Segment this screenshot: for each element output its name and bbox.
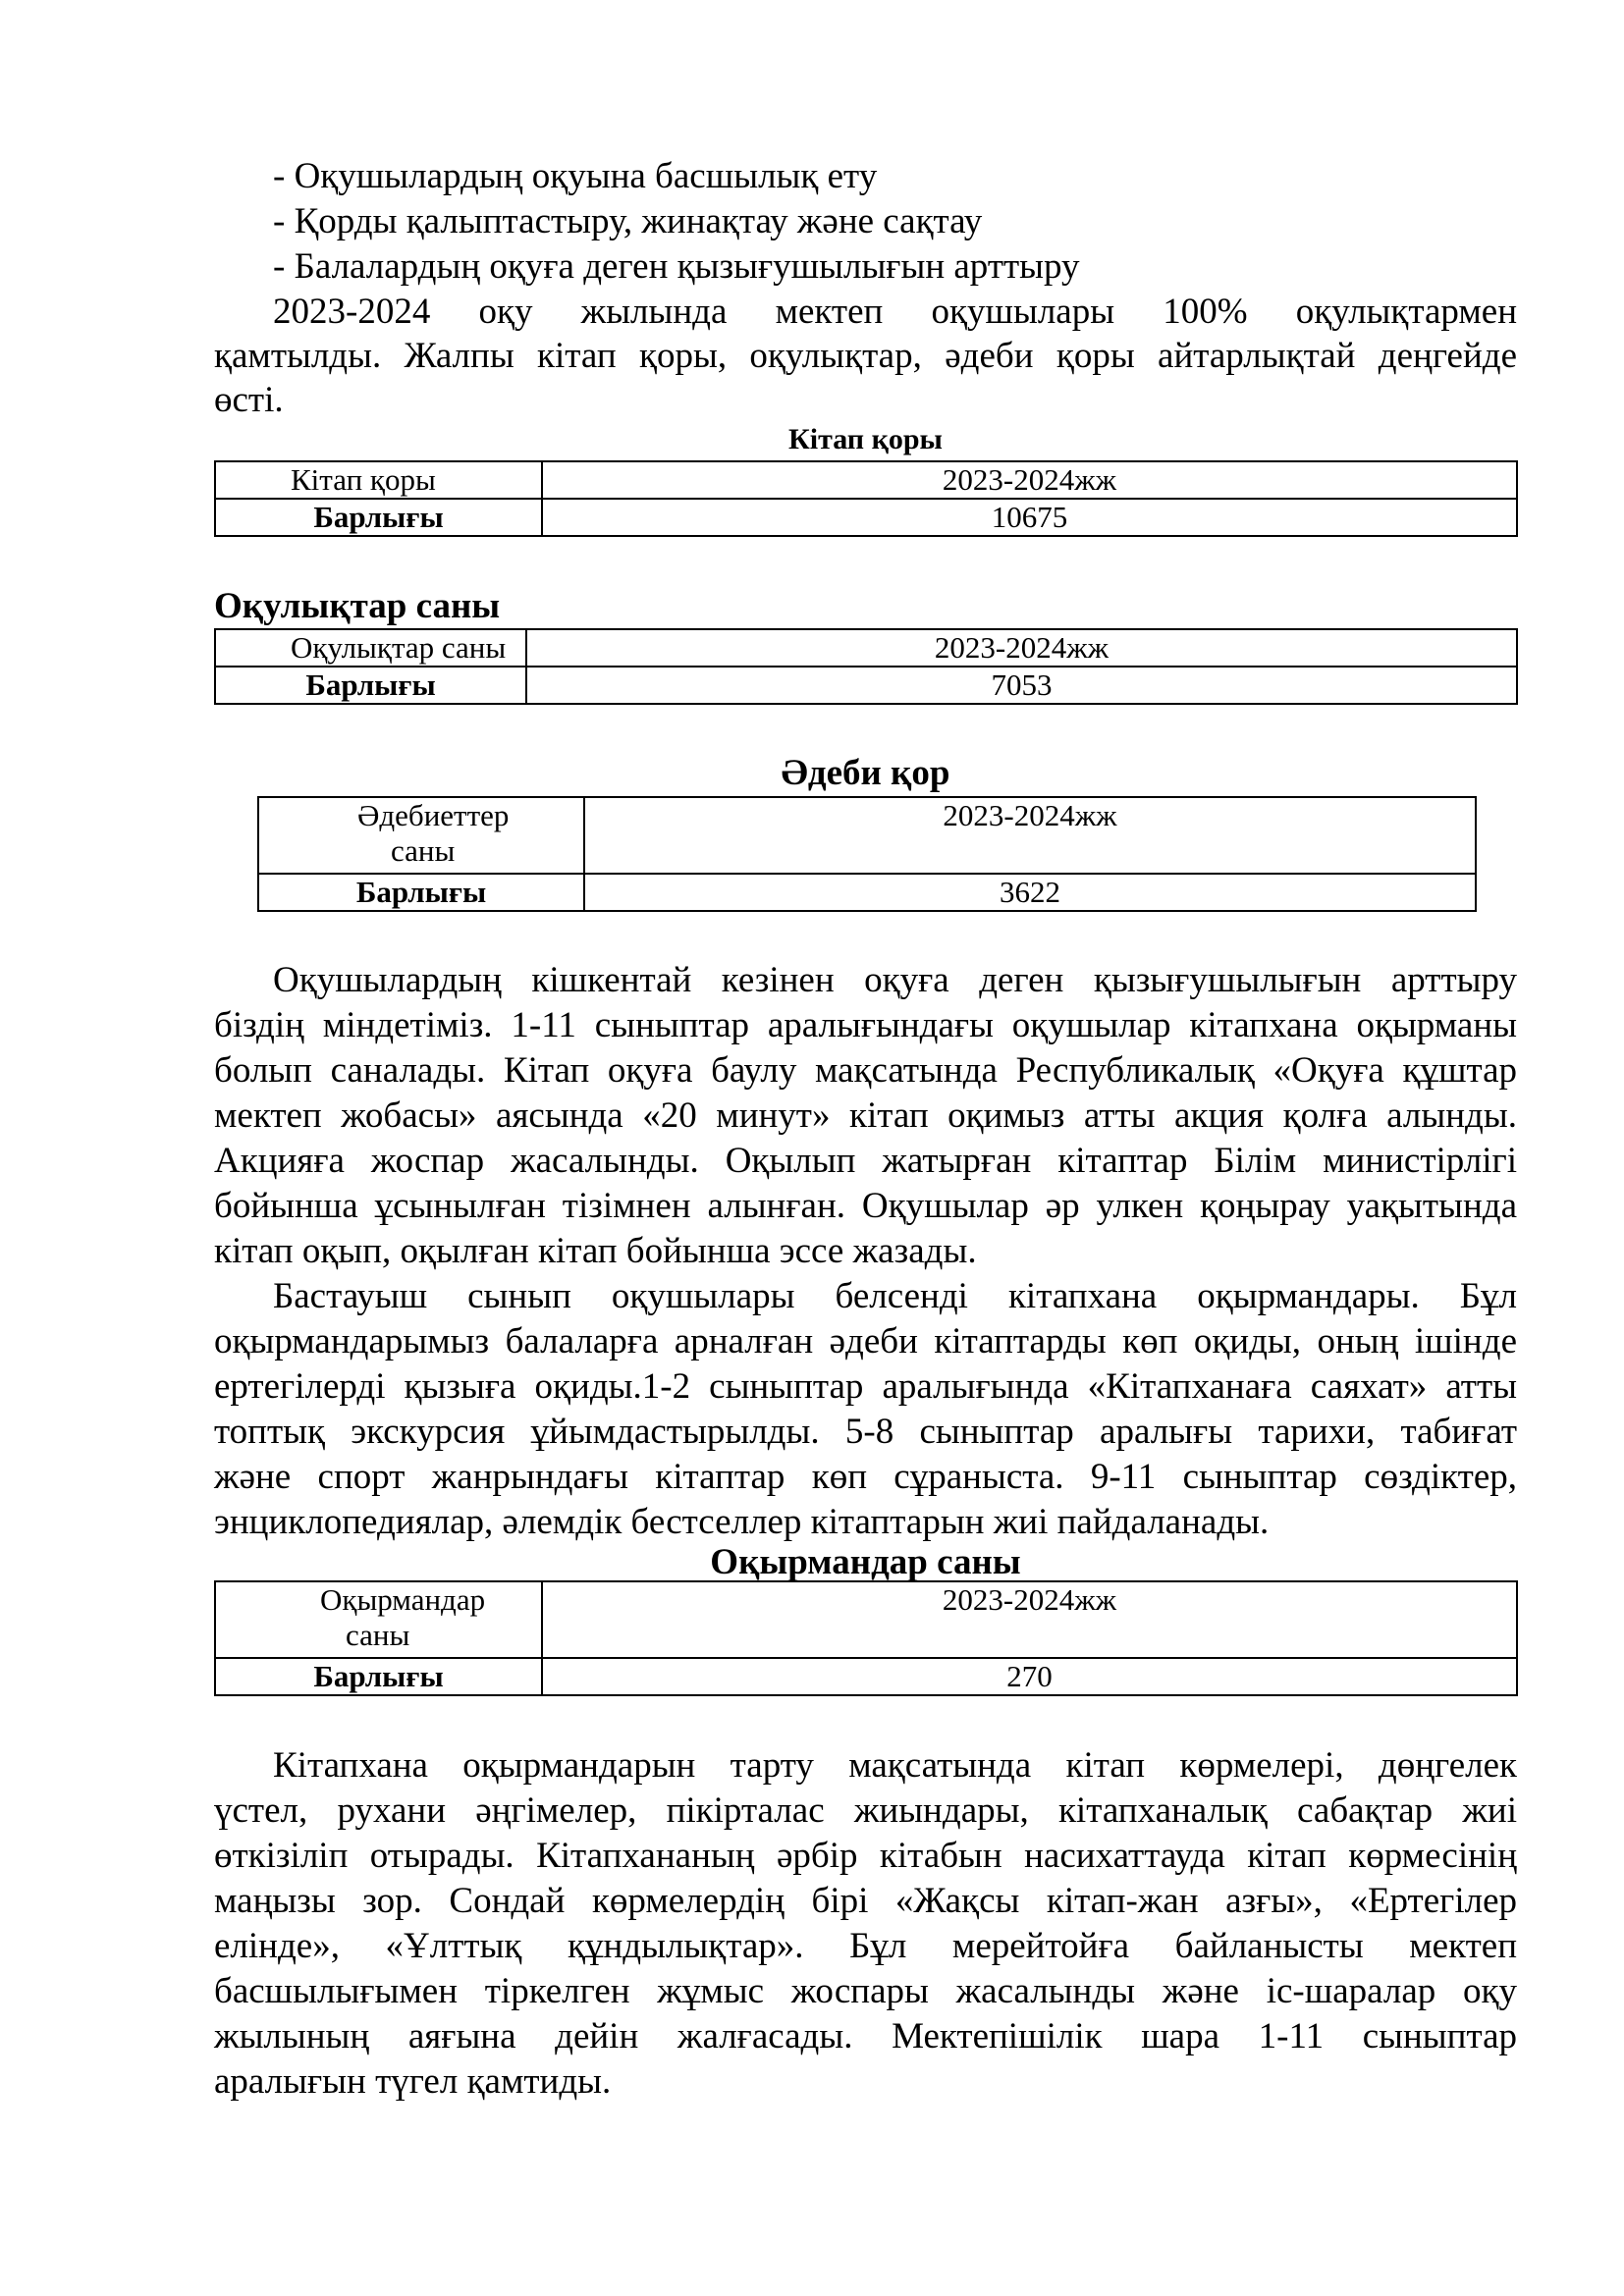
table-value-cell: 10675: [542, 499, 1517, 536]
table-label-cell: Барлығы: [215, 1658, 542, 1695]
paragraph-line: Акцияға жоспар жасалынды. Оқылып жатырған кітаптар Білім министірлігі: [214, 1141, 1517, 1181]
book-fund-table: [214, 460, 1518, 537]
table-caption: Әдеби қор: [781, 753, 950, 793]
paragraph-line: елінде», «Ұлттық құндылықтар». Бұл мерейтойға байланысты мектеп: [214, 1926, 1517, 1966]
table-label-cell: Барлығы: [215, 667, 526, 704]
paragraph-line: өткізіліп отырады. Кітапхананың әрбір кітабын насихаттауда кітап көрмесінің: [214, 1836, 1517, 1876]
paragraph-line: Оқушылардың кішкентай кезінен оқуға деген қызығушылығын арттыру: [273, 960, 1517, 1000]
table-header-cell: 2023-2024жж: [542, 1581, 1517, 1658]
paragraph-line: топтық экскурсия ұйымдастырылды. 5-8 сыныптар аралығы тарихи, табиғат: [214, 1412, 1517, 1452]
table-header-cell: Оқырмандар саны: [215, 1581, 542, 1658]
paragraph-line: энциклопедиялар, әлемдік бестселлер кітаптарын жиі пайдаланады.: [214, 1502, 1270, 1542]
table-header-cell: 2023-2024жж: [584, 797, 1476, 874]
table-label-cell: Барлығы: [258, 874, 584, 911]
paragraph-line: оқырмандарымыз балаларға арналған әдеби кітаптарды көп оқиды, оның ішінде: [214, 1321, 1517, 1362]
bullet-item: - Қорды қалыптастыру, жинақтау және сақтау: [273, 201, 983, 241]
paragraph-line: 2023-2024 оқу жылында мектеп оқушылары 100% оқулықтармен: [273, 292, 1517, 332]
table-caption: Оқырмандар саны: [710, 1542, 1021, 1582]
table-header-cell: 2023-2024жж: [542, 461, 1517, 499]
section-heading: Оқулықтар саны: [214, 586, 501, 626]
table-label-cell: Барлығы: [215, 499, 542, 536]
paragraph-line: кітап оқып, оқылған кітап бойынша эссе жазады.: [214, 1231, 977, 1271]
paragraph-line: бойынша ұсынылған тізімнен алынған. Оқушылар әр улкен қоңырау уақытында: [214, 1186, 1517, 1226]
table-value-cell: 3622: [584, 874, 1476, 911]
paragraph-line: Кітапхана оқырмандарын тарту мақсатында кітап көрмелері, дөңгелек: [273, 1745, 1517, 1786]
paragraph-line: болып саналады. Кітап оқуға баулу мақсатында Республикалық «Оқуға құштар: [214, 1050, 1517, 1091]
readers-table: [214, 1580, 1518, 1696]
paragraph-line: аралығын түгел қамтиды.: [214, 2061, 612, 2102]
paragraph-line: ертегілерді қызыға оқиды.1-2 сыныптар аралығында «Кітапханаға саяхат» атты: [214, 1366, 1517, 1407]
table-header-cell: 2023-2024жж: [526, 629, 1517, 667]
paragraph-line: және спорт жанрындағы кітаптар көп сұраныста. 9-11 сыныптар сөздіктер,: [214, 1457, 1517, 1497]
table-caption: Кітап қоры: [788, 423, 943, 455]
table-value-cell: 270: [542, 1658, 1517, 1695]
paragraph-line: біздің міндетіміз. 1-11 сыныптар аралығындағы оқушылар кітапхана оқырманы: [214, 1005, 1517, 1045]
bullet-item: - Балалардың оқуға деген қызығушылығын арттыру: [273, 246, 1080, 287]
bullet-item: - Оқушылардың оқуына басшылық ету: [273, 156, 878, 196]
paragraph-line: Бастауыш сынып оқушылары белсенді кітапхана оқырмандары. Бұл: [273, 1276, 1517, 1316]
table-header-cell: Оқулықтар саны: [215, 629, 526, 667]
paragraph-line: жылының аяғына дейін жалғасады. Мектепішілік шара 1-11 сыныптар: [214, 2016, 1517, 2056]
table-header-cell: Кітап қоры: [215, 461, 542, 499]
textbooks-table: [214, 628, 1518, 705]
literature-fund-table: [257, 796, 1477, 912]
table-header-cell: Әдебиеттер саны: [258, 797, 584, 874]
paragraph-line: маңызы зор. Сондай көрмелердің бірі «Жақсы кітап-жан азғы», «Ертегілер: [214, 1881, 1517, 1921]
paragraph-line: қамтылды. Жалпы кітап қоры, оқулықтар, әдеби қоры айтарлықтай деңгейде: [214, 336, 1517, 376]
paragraph-line: өсті.: [214, 380, 284, 420]
table-value-cell: 7053: [526, 667, 1517, 704]
paragraph-line: басшылығымен тіркелген жұмыс жоспары жасалынды және іс-шаралар оқу: [214, 1971, 1517, 2011]
paragraph-line: мектеп жобасы» аясында «20 минут» кітап оқимыз атты акция қолға алынды.: [214, 1095, 1517, 1136]
paragraph-line: үстел, рухани әңгімелер, пікірталас жиындары, кітапханалық сабақтар жиі: [214, 1790, 1517, 1831]
